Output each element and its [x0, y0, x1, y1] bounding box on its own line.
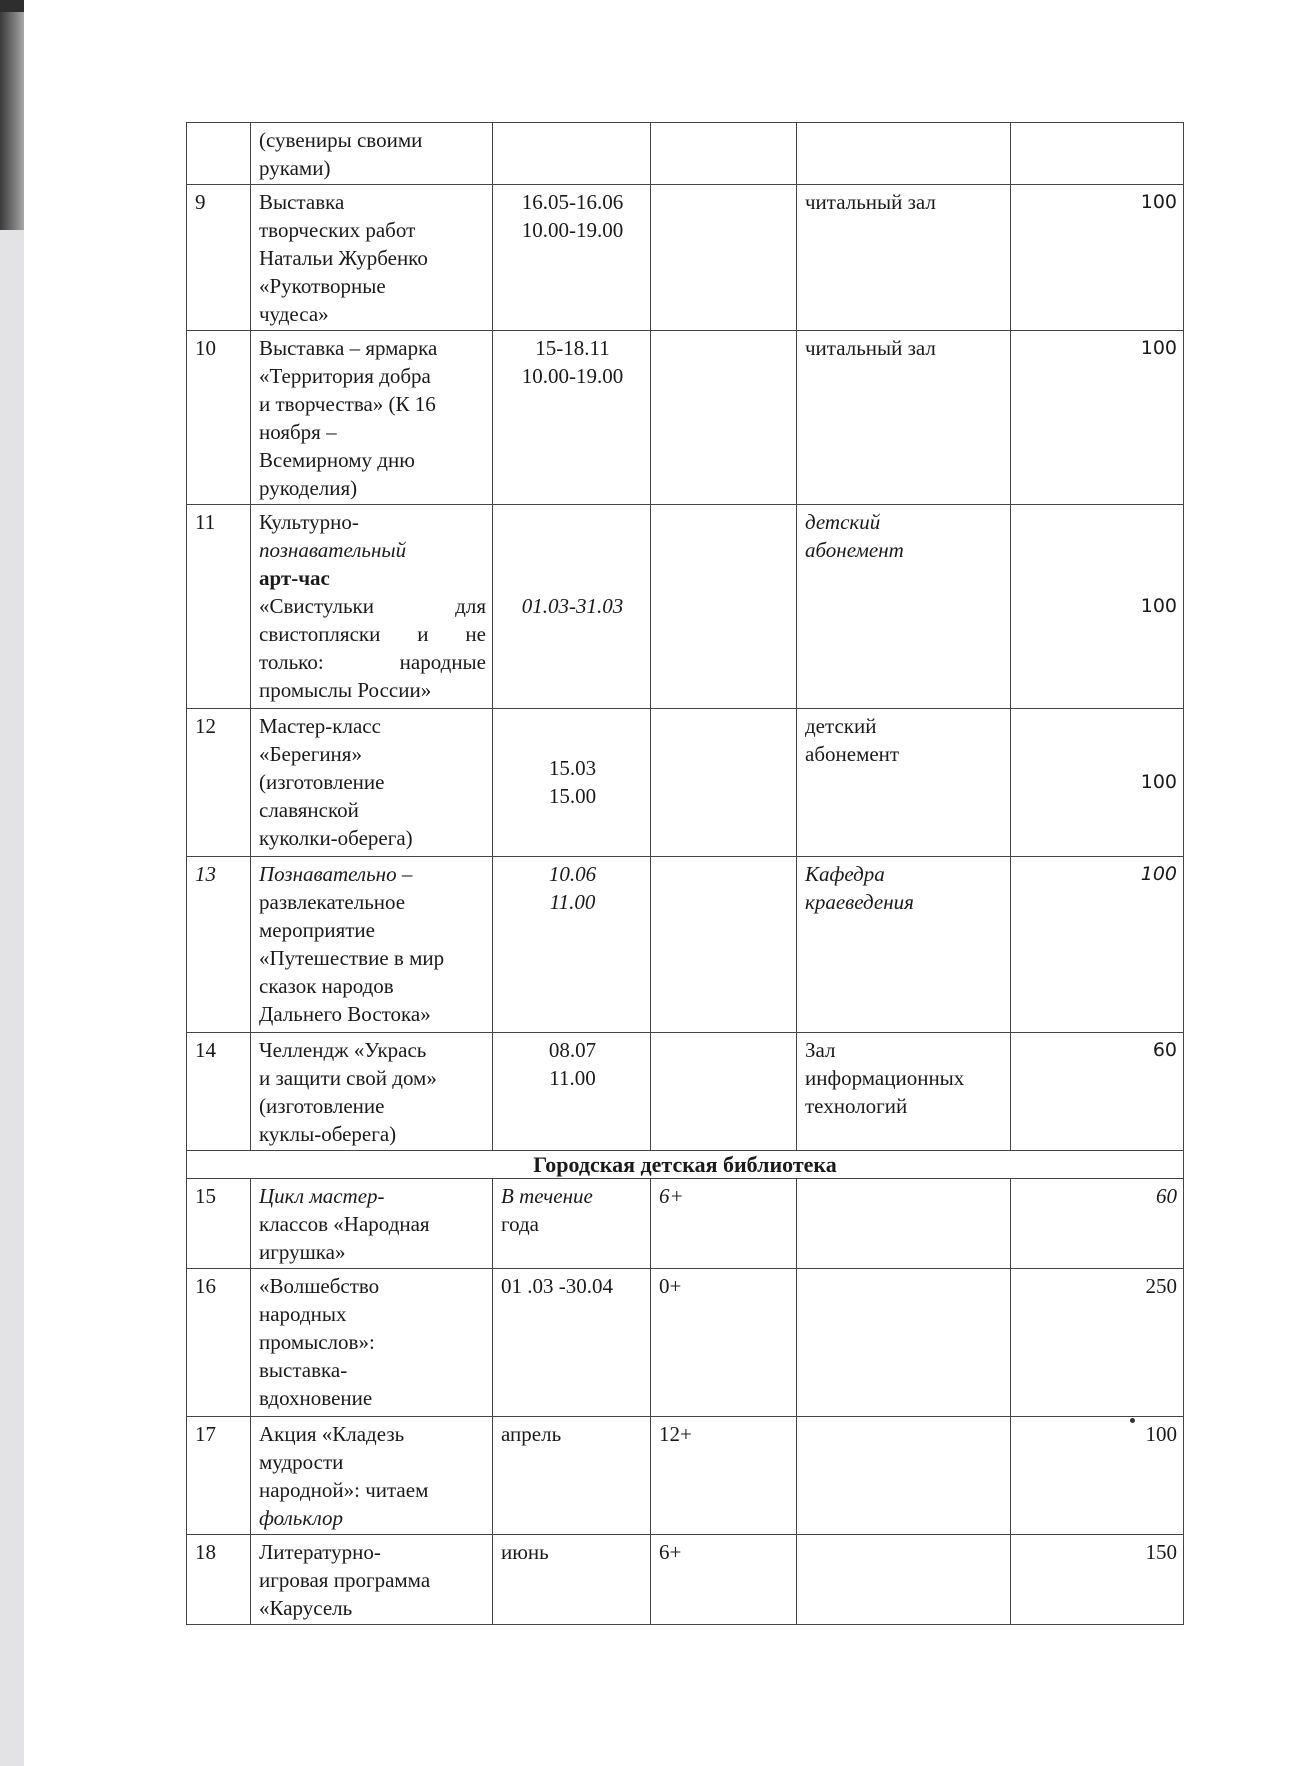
events-table: [186, 122, 1184, 1625]
event-name-line: «Рукотворные: [259, 274, 386, 298]
event-count: 60: [1011, 1033, 1184, 1151]
event-name-line: (сувениры своими: [259, 128, 423, 152]
event-name-line: «Карусель: [259, 1596, 353, 1620]
event-name-line: славянской: [259, 798, 359, 822]
event-name: [251, 1269, 493, 1417]
event-age: [651, 857, 797, 1033]
event-place: [797, 331, 1011, 505]
event-place: [797, 1269, 1011, 1417]
event-date-line: года: [501, 1212, 539, 1236]
row-number: 11: [187, 505, 251, 709]
event-age: [651, 123, 797, 185]
row-number: 16: [187, 1269, 251, 1417]
event-age: [651, 1033, 797, 1151]
table-row: [187, 1417, 1184, 1535]
event-date: [493, 123, 651, 185]
event-place-line: читальный зал: [805, 336, 936, 360]
table-row: [187, 185, 1184, 331]
event-name-line: промыслов»:: [259, 1330, 375, 1354]
event-name-line: Всемирному дню: [259, 448, 415, 472]
event-name-line: куклы-оберега): [259, 1122, 397, 1146]
event-place: [797, 709, 1011, 857]
table-row: [187, 331, 1184, 505]
event-name-line: чудеса»: [259, 302, 329, 326]
event-name-line: руками): [259, 156, 331, 180]
event-date-line: 10.00-19.00: [521, 364, 624, 388]
event-date-line: 16.05-16.06: [521, 190, 624, 214]
event-place-line: информационных: [805, 1066, 965, 1090]
table-row: [187, 1033, 1184, 1151]
event-name: [251, 709, 493, 857]
event-name-line: рукоделия): [259, 476, 358, 500]
event-name-line: Акция «Кладезь: [259, 1422, 405, 1446]
event-count: 150: [1011, 1535, 1184, 1625]
event-name-line: мудрости: [259, 1450, 344, 1474]
table-row: [187, 857, 1184, 1033]
event-count: [1011, 709, 1184, 857]
event-name-line: Культурно-: [259, 510, 359, 534]
event-count: 100: [1011, 331, 1184, 505]
event-place: [797, 123, 1011, 185]
table-row: [187, 1535, 1184, 1625]
event-name-line: (изготовление: [259, 1094, 385, 1118]
event-name-line: развлекательное: [259, 890, 406, 914]
event-name-line: промыслы России»: [259, 678, 432, 702]
event-name-line: Выставка – ярмарка: [259, 336, 438, 360]
section-header-row: [187, 1151, 1184, 1179]
event-name-line: «Свистульки для: [259, 594, 486, 618]
event-name-line: классов «Народная: [259, 1212, 430, 1236]
event-place-line: детский: [805, 510, 881, 534]
event-place-line: Кафедра: [805, 862, 885, 886]
event-name-line: «Берегиня»: [259, 742, 362, 766]
event-age: [651, 505, 797, 709]
event-count: [1011, 123, 1184, 185]
event-age: [651, 709, 797, 857]
table-row: [187, 505, 1184, 709]
event-name: [251, 505, 493, 709]
event-date-line: июнь: [501, 1540, 549, 1564]
event-date: [493, 1535, 651, 1625]
event-name-line: фольклор: [259, 1506, 343, 1530]
event-date-line: В течение: [501, 1184, 593, 1208]
event-count: 100: [1011, 185, 1184, 331]
event-name: [251, 1535, 493, 1625]
event-count: 60: [1011, 1179, 1184, 1269]
event-place-line: Зал: [805, 1038, 836, 1062]
event-date-line: 11.00: [549, 1066, 596, 1090]
event-count: 250: [1011, 1269, 1184, 1417]
event-place-line: технологий: [805, 1094, 908, 1118]
event-age: 0+: [651, 1269, 797, 1417]
event-name-line: вдохновение: [259, 1386, 373, 1410]
table-row: [187, 1269, 1184, 1417]
event-place: [797, 1535, 1011, 1625]
event-name: [251, 123, 493, 185]
event-name: [251, 185, 493, 331]
table-row: [187, 709, 1184, 857]
event-date: [493, 1417, 651, 1535]
event-date-line: 01 .03 -30.04: [501, 1274, 613, 1298]
table-row: [187, 1179, 1184, 1269]
event-name-line: игровая программа: [259, 1568, 431, 1592]
event-place-line: краеведения: [805, 890, 914, 914]
row-number: 9: [187, 185, 251, 331]
scan-speck: [1130, 1418, 1135, 1423]
event-date: [493, 331, 651, 505]
event-name-line: Литературно-: [259, 1540, 381, 1564]
event-name-line: Цикл мастер-: [259, 1184, 385, 1208]
row-number: 15: [187, 1179, 251, 1269]
event-count: [1011, 505, 1184, 709]
event-name-line: арт-час: [259, 566, 330, 590]
event-place: [797, 505, 1011, 709]
event-name-line: Дальнего Востока»: [259, 1002, 431, 1026]
event-name-line: выставка-: [259, 1358, 348, 1382]
event-name-line: Челлендж «Укрась: [259, 1038, 427, 1062]
event-name-line: «Территория добра: [259, 364, 431, 388]
event-place-line: читальный зал: [805, 190, 936, 214]
event-age: [651, 185, 797, 331]
event-name-line: Натальи Журбенко: [259, 246, 428, 270]
event-name-line: (изготовление: [259, 770, 385, 794]
event-place-line: детский: [805, 714, 877, 738]
event-name-line: игрушка»: [259, 1240, 346, 1264]
event-count-value: 100: [1140, 595, 1177, 617]
event-place-line: абонемент: [805, 742, 900, 766]
event-date: [493, 505, 651, 709]
row-number: 14: [187, 1033, 251, 1151]
event-date-line: 15.00: [548, 784, 597, 808]
event-name-line: ноября –: [259, 420, 337, 444]
event-name-line: народной»: читаем: [259, 1478, 429, 1502]
event-date-line: 15.03: [548, 756, 597, 780]
event-name-line: народных: [259, 1302, 347, 1326]
event-date: [493, 1269, 651, 1417]
event-name-line: «Волшебство: [259, 1274, 380, 1298]
event-name-line: свистопляски и не: [259, 622, 486, 646]
event-date: [493, 1179, 651, 1269]
event-count: 100: [1011, 857, 1184, 1033]
event-date: [493, 709, 651, 857]
event-date: [493, 857, 651, 1033]
event-place: [797, 1417, 1011, 1535]
event-name-line: познавательный: [259, 538, 407, 562]
table-row: [187, 123, 1184, 185]
event-age: [651, 331, 797, 505]
event-date-line: 11.00: [549, 890, 596, 914]
event-count: 100: [1011, 1417, 1184, 1535]
event-age: 6+: [651, 1535, 797, 1625]
event-date-line: 08.07: [548, 1038, 597, 1062]
event-name-line: и защити свой дом»: [259, 1066, 437, 1090]
event-name-line: Мастер-класс: [259, 714, 381, 738]
event-name-line: и творчества» (К 16: [259, 392, 436, 416]
event-date-line: 01.03-31.03: [521, 594, 624, 618]
row-number: 18: [187, 1535, 251, 1625]
event-place: [797, 1179, 1011, 1269]
event-place: [797, 857, 1011, 1033]
row-number: 13: [187, 857, 251, 1033]
section-title: Городская детская библиотека: [187, 1151, 1184, 1179]
event-name: [251, 857, 493, 1033]
event-name: [251, 1179, 493, 1269]
event-name-line: Познавательно –: [259, 862, 413, 886]
row-number: 10: [187, 331, 251, 505]
event-date-line: 15-18.11: [535, 336, 610, 360]
event-date-line: апрель: [501, 1422, 562, 1446]
event-name-line: творческих работ: [259, 218, 416, 242]
event-name-line: сказок народов: [259, 974, 394, 998]
event-name: [251, 1033, 493, 1151]
event-age: 12+: [651, 1417, 797, 1535]
event-name-line: Выставка: [259, 190, 345, 214]
row-number: [187, 123, 251, 185]
event-place: [797, 1033, 1011, 1151]
event-name-line: куколки-оберега): [259, 826, 413, 850]
event-name-line: только: народные: [259, 650, 486, 674]
event-count-value: 100: [1140, 771, 1177, 793]
event-place: [797, 185, 1011, 331]
event-name: [251, 1417, 493, 1535]
event-name: [251, 331, 493, 505]
event-date: [493, 185, 651, 331]
event-date: [493, 1033, 651, 1151]
row-number: 12: [187, 709, 251, 857]
event-name-line: «Путешествие в мир: [259, 946, 445, 970]
event-date-line: 10.00-19.00: [521, 218, 624, 242]
row-number: 17: [187, 1417, 251, 1535]
event-date-line: 10.06: [548, 862, 597, 886]
event-age: 6+: [651, 1179, 797, 1269]
event-place-line: абонемент: [805, 538, 904, 562]
event-name-line: мероприятие: [259, 918, 375, 942]
